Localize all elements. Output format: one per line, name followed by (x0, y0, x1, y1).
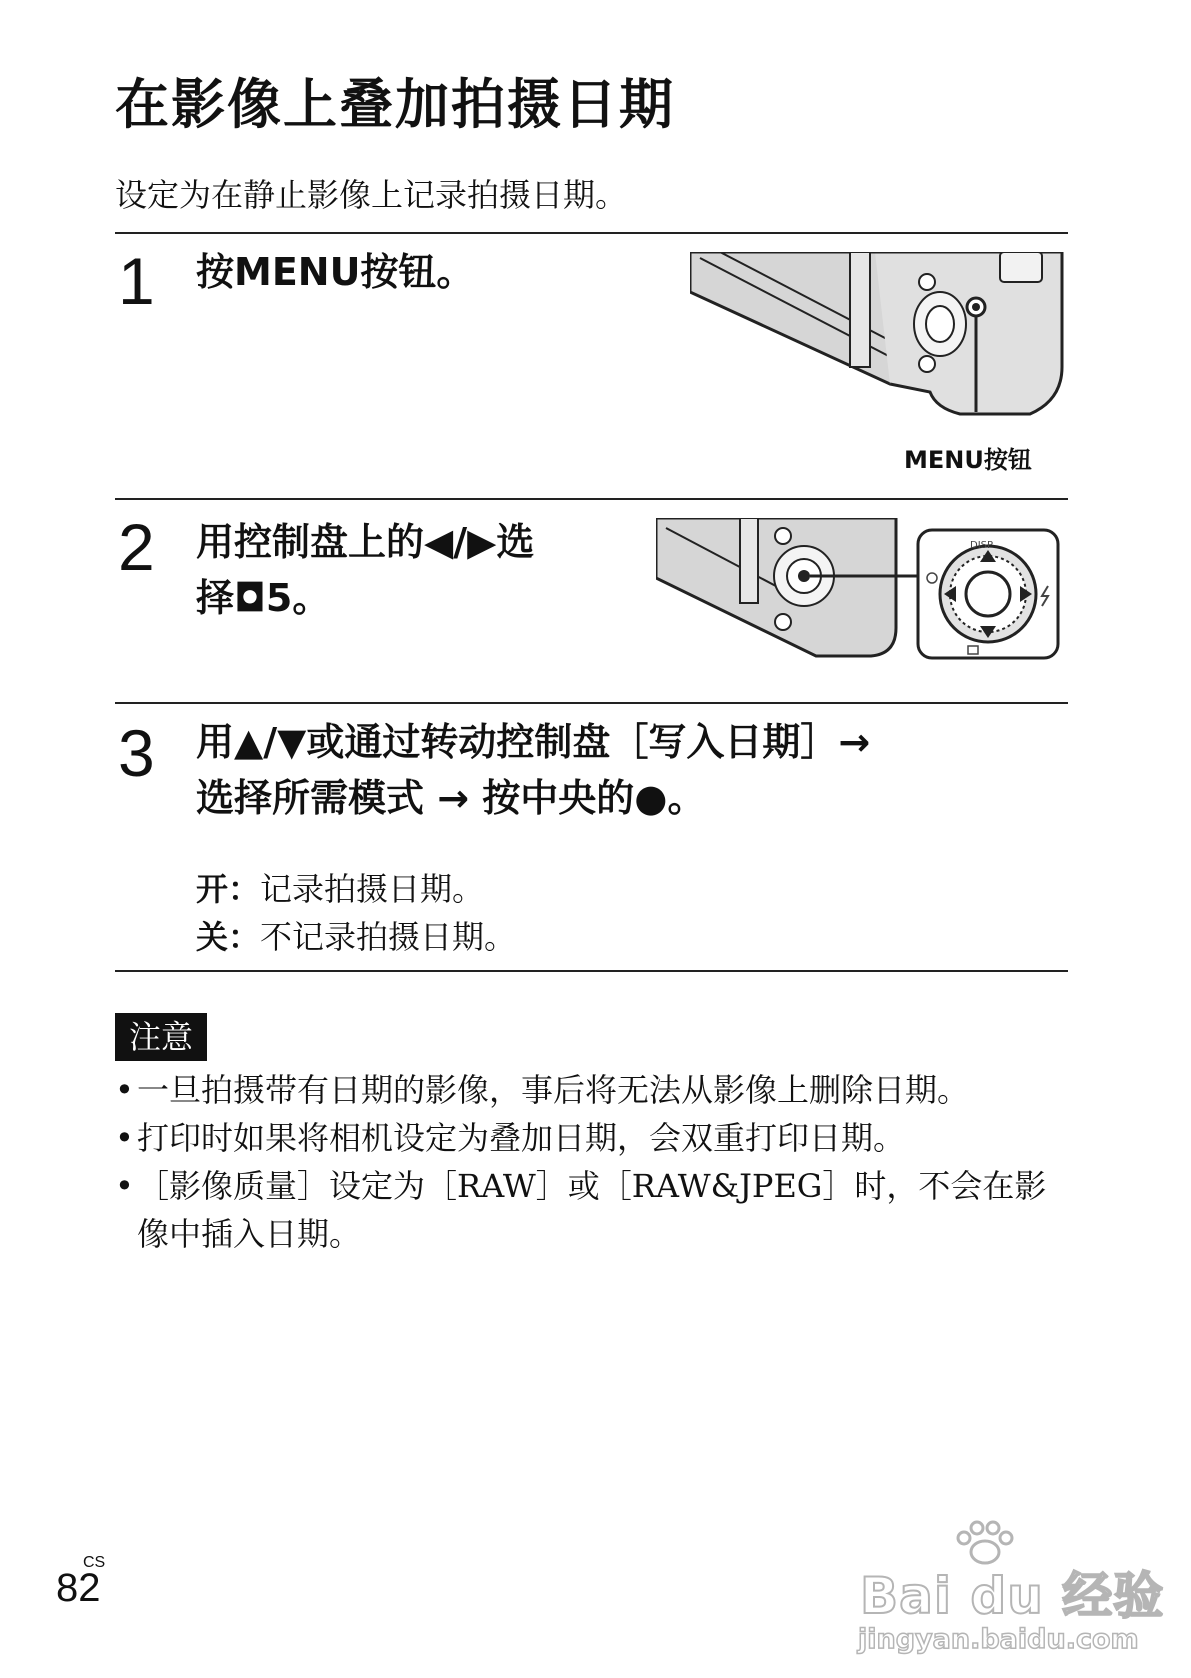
watermark-url: jingyan.baidu.com (858, 1624, 1139, 1655)
step-3-line-2: 选择所需模式 → 按中央的●。 (196, 776, 706, 820)
language-code: CS (83, 1554, 106, 1571)
page-number: 82 (56, 1566, 101, 1610)
step-3-line-1: 用▲/▼或通过转动控制盘［写入日期］→ (196, 720, 871, 764)
page-intro: 设定为在静止影像上记录拍摄日期。 (115, 176, 628, 214)
option-off-key: 关： (196, 918, 261, 956)
control-wheel-illustration (656, 518, 1066, 668)
step-3-number: 3 (118, 716, 155, 790)
option-off-value: 不记录拍摄日期。 (260, 918, 517, 956)
watermark-logo: Bai du 经验 (860, 1567, 1165, 1625)
step-2-text (196, 514, 534, 626)
option-on-key: 开： (196, 870, 261, 908)
note-item: • ［影像质量］设定为［RAW］或［RAW&JPEG］时，不会在影像中插入日期。 (115, 1162, 1075, 1258)
option-on (196, 865, 484, 913)
step-1-number: 1 (118, 244, 155, 318)
step-3-text (196, 714, 870, 826)
divider (115, 232, 1068, 234)
option-on-value: 记录拍摄日期。 (260, 870, 485, 908)
notes-heading: 注意 (115, 1013, 207, 1061)
step-2-line-2: 择◘5。 (196, 576, 331, 620)
step-1-text (196, 244, 474, 300)
menu-button-label: MENU按钮 (904, 446, 1032, 474)
divider (115, 498, 1068, 500)
step-2-line-1: 用控制盘上的◀/▶选 (196, 520, 535, 564)
disp-label: DISP (970, 540, 994, 551)
step-2-number: 2 (118, 510, 155, 584)
note-item: • 一旦拍摄带有日期的影像，事后将无法从影像上删除日期。 (115, 1066, 1075, 1114)
divider (115, 970, 1068, 972)
page-title: 在影像上叠加拍摄日期 (115, 73, 675, 136)
step-1-line-1: 按MENU按钮。 (196, 250, 475, 294)
notes-list (115, 1066, 1075, 1258)
divider (115, 702, 1068, 704)
watermark (850, 1520, 1165, 1670)
option-off (196, 913, 516, 961)
note-item: • 打印时如果将相机设定为叠加日期，会双重打印日期。 (115, 1114, 1075, 1162)
